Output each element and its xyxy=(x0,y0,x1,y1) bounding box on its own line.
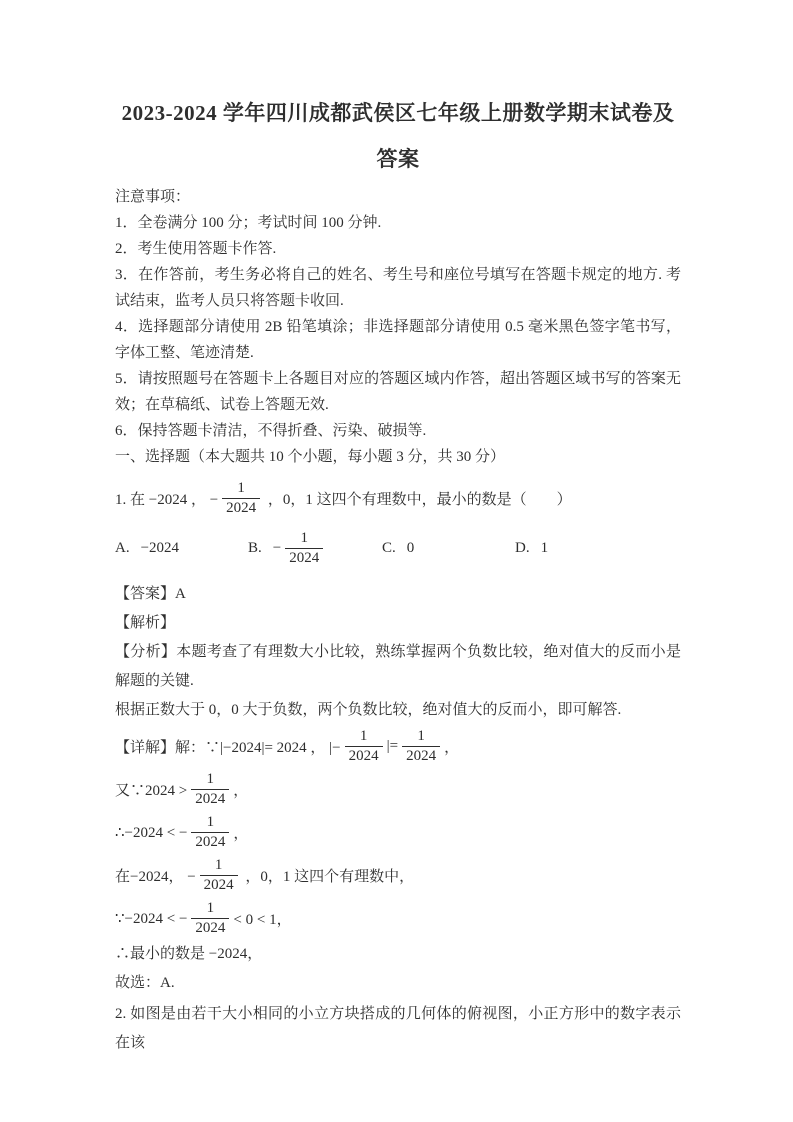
question-1-options xyxy=(115,524,681,572)
fraction xyxy=(402,728,440,765)
notice-item-3: 3．在作答前，考生务必将自己的姓名、考生号和座位号填写在答题卡规定的地方. 考试结束，监考人员只将答题卡收回. xyxy=(115,267,681,309)
fraction-denominator: 2024 xyxy=(289,549,320,566)
option-b-label: B. xyxy=(248,539,262,556)
conclusion-line: ∴最小的数是 −2024， xyxy=(115,946,263,962)
option-a-label: A. xyxy=(115,539,130,556)
math-text: ， xyxy=(233,783,249,799)
detail-line-1 xyxy=(115,725,681,768)
detail-line-3 xyxy=(115,811,681,854)
fraction-numerator: 1 xyxy=(285,530,323,549)
fraction xyxy=(191,900,229,937)
option-b-value xyxy=(273,530,327,567)
fraction-denominator: 2024 xyxy=(348,748,379,764)
notice-item-2: 2．考生使用答题卡作答. xyxy=(115,241,277,257)
fraction-denominator: 2024 xyxy=(406,748,437,764)
math-text: 0 xyxy=(406,539,415,556)
math-text: − xyxy=(272,539,282,556)
option-a xyxy=(115,540,248,557)
fraction-numerator: 1 xyxy=(191,771,229,790)
notice-item-4: 4．选择题部分请使用 2B 铅笔填涂；非选择题部分请使用 0.5 毫米黑色签字笔书写，字体工整、笔迹清楚. xyxy=(115,319,681,361)
title-line-2: 答案 xyxy=(376,147,420,171)
fraction xyxy=(191,814,229,851)
fraction-numerator: 1 xyxy=(200,857,238,876)
fraction-denominator: 2024 xyxy=(195,791,226,807)
option-b xyxy=(248,530,382,567)
analysis-paragraph: 【分析】本题考查了有理数大小比较，熟练掌握两个负数比较，绝对值大的反而小是解题的关键. xyxy=(115,644,681,689)
fraction-numerator: 1 xyxy=(222,480,260,499)
option-c xyxy=(382,540,515,557)
math-text: 1. 在 −2024 ， − xyxy=(115,491,219,508)
fraction-denominator: 2024 xyxy=(195,834,226,850)
detail-line-2 xyxy=(115,768,681,811)
math-text: ， xyxy=(233,826,249,842)
math-text: ∵−2024 < − xyxy=(115,911,188,927)
math-text: ∴−2024 < − xyxy=(115,825,188,841)
math-text: −2024 xyxy=(140,539,180,556)
notice-item-5: 5．请按照题号在答题卡上各题目对应的答题区域内作答，超出答题区域书写的答案无效；在草稿纸、试卷上答题无效. xyxy=(115,371,681,413)
fraction xyxy=(200,857,238,894)
option-d xyxy=(515,540,681,557)
notice-heading: 注意事项： xyxy=(115,189,191,205)
math-text: ，0，1 这四个有理数中，最小的数是（ ） xyxy=(264,491,572,508)
analysis-header-line: 【解析】 xyxy=(115,615,176,631)
option-c-label: C. xyxy=(382,539,396,556)
option-c-value xyxy=(407,540,415,557)
question-2-intro: 2. 如图是由若干大小相同的小立方块搭成的几何体的俯视图，小正方形中的数字表示在该 xyxy=(115,1006,681,1051)
math-text: 又∵2024 > xyxy=(115,783,188,799)
notice-item-1: 1．全卷满分 100 分；考试时间 100 分钟. xyxy=(115,215,382,231)
fraction xyxy=(191,771,229,808)
detail-line-5 xyxy=(115,897,681,940)
fraction xyxy=(285,530,323,567)
fraction-denominator: 2024 xyxy=(226,499,257,516)
fraction-numerator: 1 xyxy=(345,728,383,747)
math-text: 1 xyxy=(540,539,549,556)
math-text: 【详解】解：∵|−2024|= 2024 ， |− xyxy=(115,740,341,756)
detail-line-4 xyxy=(115,854,681,897)
section-heading-choice-questions: 一、选择题（本大题共 10 个小题，每小题 3 分，共 30 分） xyxy=(115,449,506,465)
math-text: 在−2024， − xyxy=(115,869,196,885)
fraction-denominator: 2024 xyxy=(195,920,226,936)
page-title xyxy=(115,100,681,172)
math-text: < 0 < 1， xyxy=(233,912,292,928)
fraction-numerator: 1 xyxy=(402,728,440,747)
math-text: ，0，1 这四个有理数中， xyxy=(241,869,415,885)
answer-line: 【答案】A xyxy=(115,586,186,602)
fraction xyxy=(222,480,260,517)
option-d-value xyxy=(541,540,549,557)
math-text: ， xyxy=(444,740,460,756)
fraction-numerator: 1 xyxy=(191,814,229,833)
fraction-numerator: 1 xyxy=(191,900,229,919)
option-d-label: D. xyxy=(515,539,530,556)
question-1-stem xyxy=(115,474,681,522)
title-line-1: 2023-2024 学年四川成都武侯区七年级上册数学期末试卷及 xyxy=(121,101,675,125)
notice-item-6: 6．保持答题卡清洁，不得折叠、污染、破损等. xyxy=(115,423,427,439)
document-content xyxy=(115,0,681,1058)
exam-notice xyxy=(115,184,681,444)
option-a-value xyxy=(141,540,179,557)
question-1-solution xyxy=(115,580,681,998)
approach-line: 根据正数大于 0，0 大于负数，两个负数比较，绝对值大的反而小，即可解答. xyxy=(115,702,622,718)
fraction xyxy=(345,728,383,765)
choice-line: 故选：A. xyxy=(115,975,175,991)
math-text: |= xyxy=(386,738,399,754)
fraction-denominator: 2024 xyxy=(203,877,234,893)
